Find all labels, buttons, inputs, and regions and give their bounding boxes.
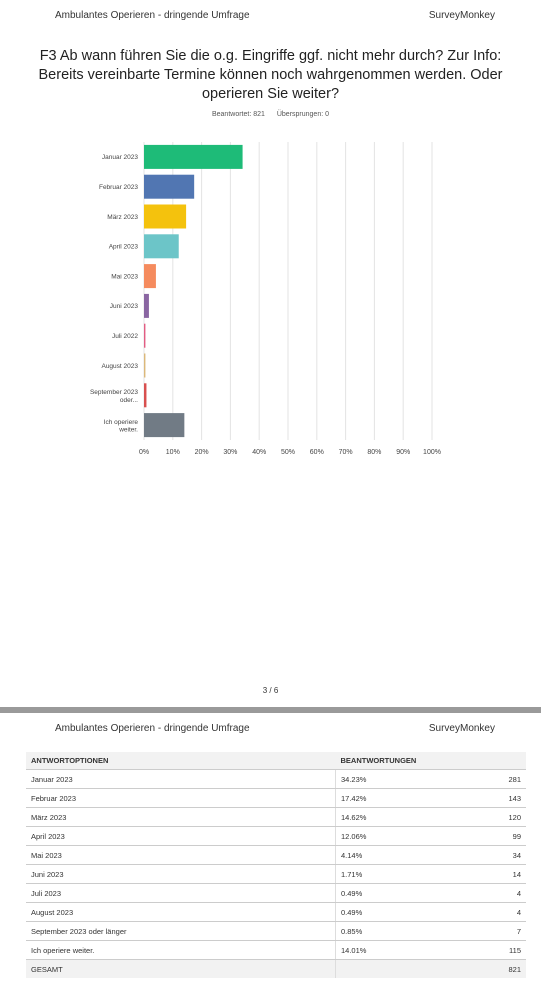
percent-cell: 1.71% — [336, 865, 467, 884]
x-tick-label: 90% — [396, 449, 411, 456]
question-title: F3 Ab wann führen Sie die o.g. Eingriffe ggf. nicht mehr durch? Zur Info: Bereits vereinbarte Termine können noch wahrgenommen werden. Oder operieren Sie weiter? — [38, 48, 503, 102]
count-cell: 115 — [466, 941, 526, 960]
answered-count: Beantwortet: 821 — [211, 111, 265, 118]
survey-title: Ambulantes Operieren - dringende Umfrage — [55, 10, 250, 21]
column-header-options: ANTWORTOPTIONEN — [26, 752, 336, 770]
bar — [144, 205, 186, 229]
x-tick-label: 30% — [223, 449, 238, 456]
count-cell: 34 — [466, 846, 526, 865]
option-cell: August 2023 — [26, 903, 336, 922]
skipped-count: Übersprungen: 0 — [276, 111, 330, 118]
percent-cell: 0.85% — [336, 922, 467, 941]
option-cell: April 2023 — [26, 827, 336, 846]
option-cell: März 2023 — [26, 808, 336, 827]
responses-table — [26, 752, 526, 978]
percent-cell: 14.62% — [336, 808, 467, 827]
x-tick-label: 100% — [423, 449, 441, 456]
total-count: 821 — [466, 960, 526, 979]
brand-label: SurveyMonkey — [428, 723, 495, 734]
option-cell: Ich operiere weiter. — [26, 941, 336, 960]
category-label: Januar 2023 — [101, 154, 138, 162]
page-header — [55, 723, 495, 734]
brand-label: SurveyMonkey — [428, 10, 495, 21]
option-cell: Mai 2023 — [26, 846, 336, 865]
bar — [144, 354, 145, 378]
table-row — [26, 865, 526, 884]
page-number: 3 / 6 — [262, 686, 279, 695]
bar — [144, 145, 243, 169]
table-row — [26, 789, 526, 808]
column-header-count — [466, 752, 526, 770]
count-cell: 120 — [466, 808, 526, 827]
count-cell: 143 — [466, 789, 526, 808]
bar — [144, 175, 194, 199]
option-cell: Januar 2023 — [26, 770, 336, 789]
count-cell: 4 — [466, 884, 526, 903]
x-tick-label: 40% — [252, 449, 267, 456]
percent-cell: 4.14% — [336, 846, 467, 865]
category-label: September 2023 oder... — [89, 389, 138, 404]
option-cell: Februar 2023 — [26, 789, 336, 808]
table-row — [26, 941, 526, 960]
bar-chart — [0, 0, 541, 470]
table-row — [26, 903, 526, 922]
x-tick-label: 0% — [138, 449, 150, 456]
bar — [144, 264, 156, 288]
percent-cell: 17.42% — [336, 789, 467, 808]
table-row — [26, 922, 526, 941]
category-label: Ich operiere weiter. — [103, 418, 138, 434]
bar — [144, 383, 146, 407]
column-header-responses: BEANTWORTUNGEN — [336, 752, 467, 770]
bar — [144, 294, 149, 318]
x-tick-label: 80% — [367, 449, 382, 456]
option-cell: September 2023 oder länger — [26, 922, 336, 941]
percent-cell: 12.06% — [336, 827, 467, 846]
count-cell: 281 — [466, 770, 526, 789]
total-row — [26, 960, 526, 979]
category-label: Mai 2023 — [111, 273, 138, 281]
table-row — [26, 808, 526, 827]
count-cell: 99 — [466, 827, 526, 846]
survey-title: Ambulantes Operieren - dringende Umfrage — [55, 723, 250, 734]
x-tick-label: 10% — [165, 449, 180, 456]
percent-cell: 34.23% — [336, 770, 467, 789]
x-tick-label: 50% — [280, 449, 296, 456]
table-header-row — [26, 752, 526, 770]
table-row — [26, 884, 526, 903]
table-row — [26, 846, 526, 865]
count-cell: 7 — [466, 922, 526, 941]
category-label: August 2023 — [101, 362, 138, 370]
table-row — [26, 827, 526, 846]
percent-cell: 0.49% — [336, 884, 467, 903]
table-row — [26, 770, 526, 789]
option-cell: Juli 2023 — [26, 884, 336, 903]
x-tick-label: 70% — [338, 449, 353, 456]
category-label: Juni 2023 — [109, 303, 138, 311]
total-label: GESAMT — [26, 960, 336, 979]
category-label: Juli 2022 — [111, 332, 138, 340]
percent-cell: 0.49% — [336, 903, 467, 922]
x-tick-label: 20% — [194, 449, 209, 456]
category-label: Februar 2023 — [98, 183, 138, 191]
count-cell: 14 — [466, 865, 526, 884]
total-percent-cell — [336, 960, 467, 979]
category-label: April 2023 — [108, 243, 138, 251]
option-cell: Juni 2023 — [26, 865, 336, 884]
percent-cell: 14.01% — [336, 941, 467, 960]
count-cell: 4 — [466, 903, 526, 922]
x-tick-label: 60% — [309, 449, 324, 456]
category-label: März 2023 — [107, 213, 138, 221]
bar — [144, 324, 145, 348]
bar — [144, 234, 179, 258]
report-page-2 — [0, 713, 541, 1000]
bar — [144, 413, 184, 437]
